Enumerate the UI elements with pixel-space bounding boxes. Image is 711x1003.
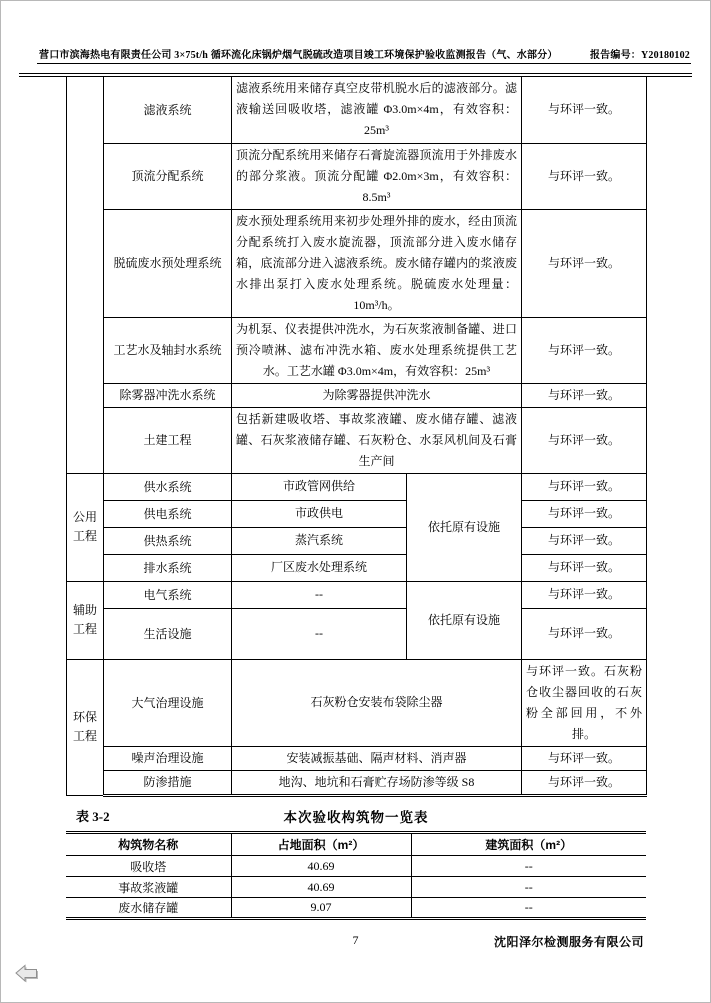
land-area-cell: 40.69: [231, 877, 411, 898]
compliance-cell: 与环评一致。: [522, 500, 647, 527]
table-3-2-caption: [66, 806, 646, 828]
description-cell: 滤液系统用来储存真空皮带机脱水后的滤液部分。滤液输送回吸收塔，滤液罐 Φ3.0m×4m，有效容积：25m³: [232, 77, 522, 143]
system-name-cell: 供水系统: [104, 473, 232, 500]
table-row: [67, 500, 647, 527]
table-row: [66, 856, 646, 877]
footer-company: 沈阳泽尔检测服务有限公司: [493, 935, 644, 949]
main-comparison-table: [66, 77, 647, 797]
compliance-cell: 与环评一致。: [522, 581, 647, 608]
table-row: [67, 143, 647, 209]
running-header: [39, 46, 690, 61]
system-name-cell: 生活设施: [104, 608, 232, 659]
system-name-cell: 滤液系统: [104, 77, 232, 143]
land-area-cell: 40.69: [231, 856, 411, 877]
table-row: [67, 77, 647, 143]
description-cell: 蒸汽系统: [232, 527, 407, 554]
table-row: [67, 746, 647, 770]
group-label-cell: 环保工程: [67, 659, 104, 795]
table-row: [67, 770, 647, 795]
description-cell: 市政供电: [232, 500, 407, 527]
table-row: [67, 608, 647, 659]
system-name-cell: 防渗措施: [104, 770, 232, 795]
description-cell: --: [232, 608, 407, 659]
table-row: [67, 209, 647, 317]
compliance-cell: 与环评一致。: [522, 608, 647, 659]
table-header-row: [66, 833, 646, 856]
table-row: [67, 554, 647, 581]
description-cell: 石灰粉仓安装布袋除尘器: [232, 659, 522, 746]
table-row: [66, 877, 646, 898]
system-name-cell: 土建工程: [104, 407, 232, 473]
table-row: [67, 527, 647, 554]
compliance-cell: 与环评一致。: [522, 473, 647, 500]
system-name-cell: 大气治理设施: [104, 659, 232, 746]
land-area-cell: 9.07: [231, 898, 411, 919]
compliance-cell: 与环评一致。: [522, 317, 647, 383]
description-cell: 废水预处理系统用来初步处理外排的废水，经由顶流分配系统打入废水旋流器，顶流部分进入废水储存箱，底流部分进入滤液系统。废水储存罐内的浆液废水排出泵打入废水处理系统。脱硫废水处理量：10m³/h。: [232, 209, 522, 317]
system-name-cell: 工艺水及轴封水系统: [104, 317, 232, 383]
description-cell: 市政管网供给: [232, 473, 407, 500]
column-header: 构筑物名称: [66, 833, 231, 856]
table-caption-title: 本次验收构筑物一览表: [283, 810, 429, 825]
system-name-cell: 供热系统: [104, 527, 232, 554]
back-arrow-icon[interactable]: [14, 962, 40, 986]
compliance-cell: 与环评一致。: [522, 77, 647, 143]
structure-name-cell: 事故浆液罐: [66, 877, 231, 898]
reliance-cell: 依托原有设施: [407, 581, 522, 659]
table-row: [67, 383, 647, 407]
compliance-cell: 与环评一致。: [522, 746, 647, 770]
compliance-cell: 与环评一致。: [522, 554, 647, 581]
compliance-cell: 与环评一致。: [522, 383, 647, 407]
system-name-cell: 供电系统: [104, 500, 232, 527]
page-number: 7: [352, 933, 359, 947]
column-header: 建筑面积（m²）: [411, 833, 646, 856]
group-label-cell: 公用工程: [67, 473, 104, 581]
report-number: 报告编号：Y20180102: [589, 50, 690, 61]
compliance-cell: 与环评一致。: [522, 527, 647, 554]
group-label-cell: 辅助工程: [67, 581, 104, 659]
description-cell: 厂区废水处理系统: [232, 554, 407, 581]
table-row: [67, 659, 647, 746]
description-cell: 安装减振基础、隔声材料、消声器: [232, 746, 522, 770]
table-row: [67, 317, 647, 383]
structures-table: [66, 831, 646, 920]
description-cell: --: [232, 581, 407, 608]
description-cell: 包括新建吸收塔、事故浆液罐、废水储存罐、滤液罐、石灰浆液储存罐、石灰粉仓、水泵风机间及石膏生产间: [232, 407, 522, 473]
table-row: [67, 473, 647, 500]
system-name-cell: 脱硫废水预处理系统: [104, 209, 232, 317]
table-row: [66, 898, 646, 919]
system-name-cell: 顶流分配系统: [104, 143, 232, 209]
compliance-cell: 与环评一致。: [522, 143, 647, 209]
table-caption-number: 表 3-2: [76, 809, 110, 824]
structure-name-cell: 吸收塔: [66, 856, 231, 877]
table-row: [67, 581, 647, 608]
compliance-cell: 与环评一致。: [522, 407, 647, 473]
description-cell: 顶流分配系统用来储存石膏旋流器顶流用于外排废水的部分浆液。顶流分配罐 Φ2.0m×3m，有效容积：8.5m³: [232, 143, 522, 209]
compliance-cell: 与环评一致。石灰粉仓收尘器回收的石灰粉全部回用，不外排。: [522, 659, 647, 746]
building-area-cell: --: [411, 856, 646, 877]
table-row: [67, 407, 647, 473]
compliance-cell: 与环评一致。: [522, 209, 647, 317]
compliance-cell: 与环评一致。: [522, 770, 647, 795]
reliance-cell: 依托原有设施: [407, 473, 522, 581]
structure-name-cell: 废水储存罐: [118, 901, 179, 915]
header-title: 营口市滨海热电有限责任公司 3×75t/h 循环流化床锅炉烟气脱硫改造项目竣工环境保护验收监测报告（气、水部分）: [39, 50, 558, 61]
building-area-cell: --: [411, 877, 646, 898]
description-cell: 为机泵、仪表提供冲洗水，为石灰浆液制备罐、进口预冷喷淋、滤布冲洗水箱、废水处理系统提供工艺水。工艺水罐 Φ3.0m×4m，有效容积：25m³: [232, 317, 522, 383]
description-cell: 为除雾器提供冲洗水: [232, 383, 522, 407]
system-name-cell: 噪声治理设施: [104, 746, 232, 770]
group-continuation-cell: [67, 77, 104, 473]
description-cell: 地沟、地坑和石膏贮存场防渗等级 S8: [232, 770, 522, 795]
system-name-cell: 排水系统: [104, 554, 232, 581]
column-header: 占地面积（m²）: [231, 833, 411, 856]
system-name-cell: 除雾器冲洗水系统: [104, 383, 232, 407]
building-area-cell: --: [411, 898, 646, 919]
system-name-cell: 电气系统: [104, 581, 232, 608]
header-rule: [37, 63, 691, 64]
